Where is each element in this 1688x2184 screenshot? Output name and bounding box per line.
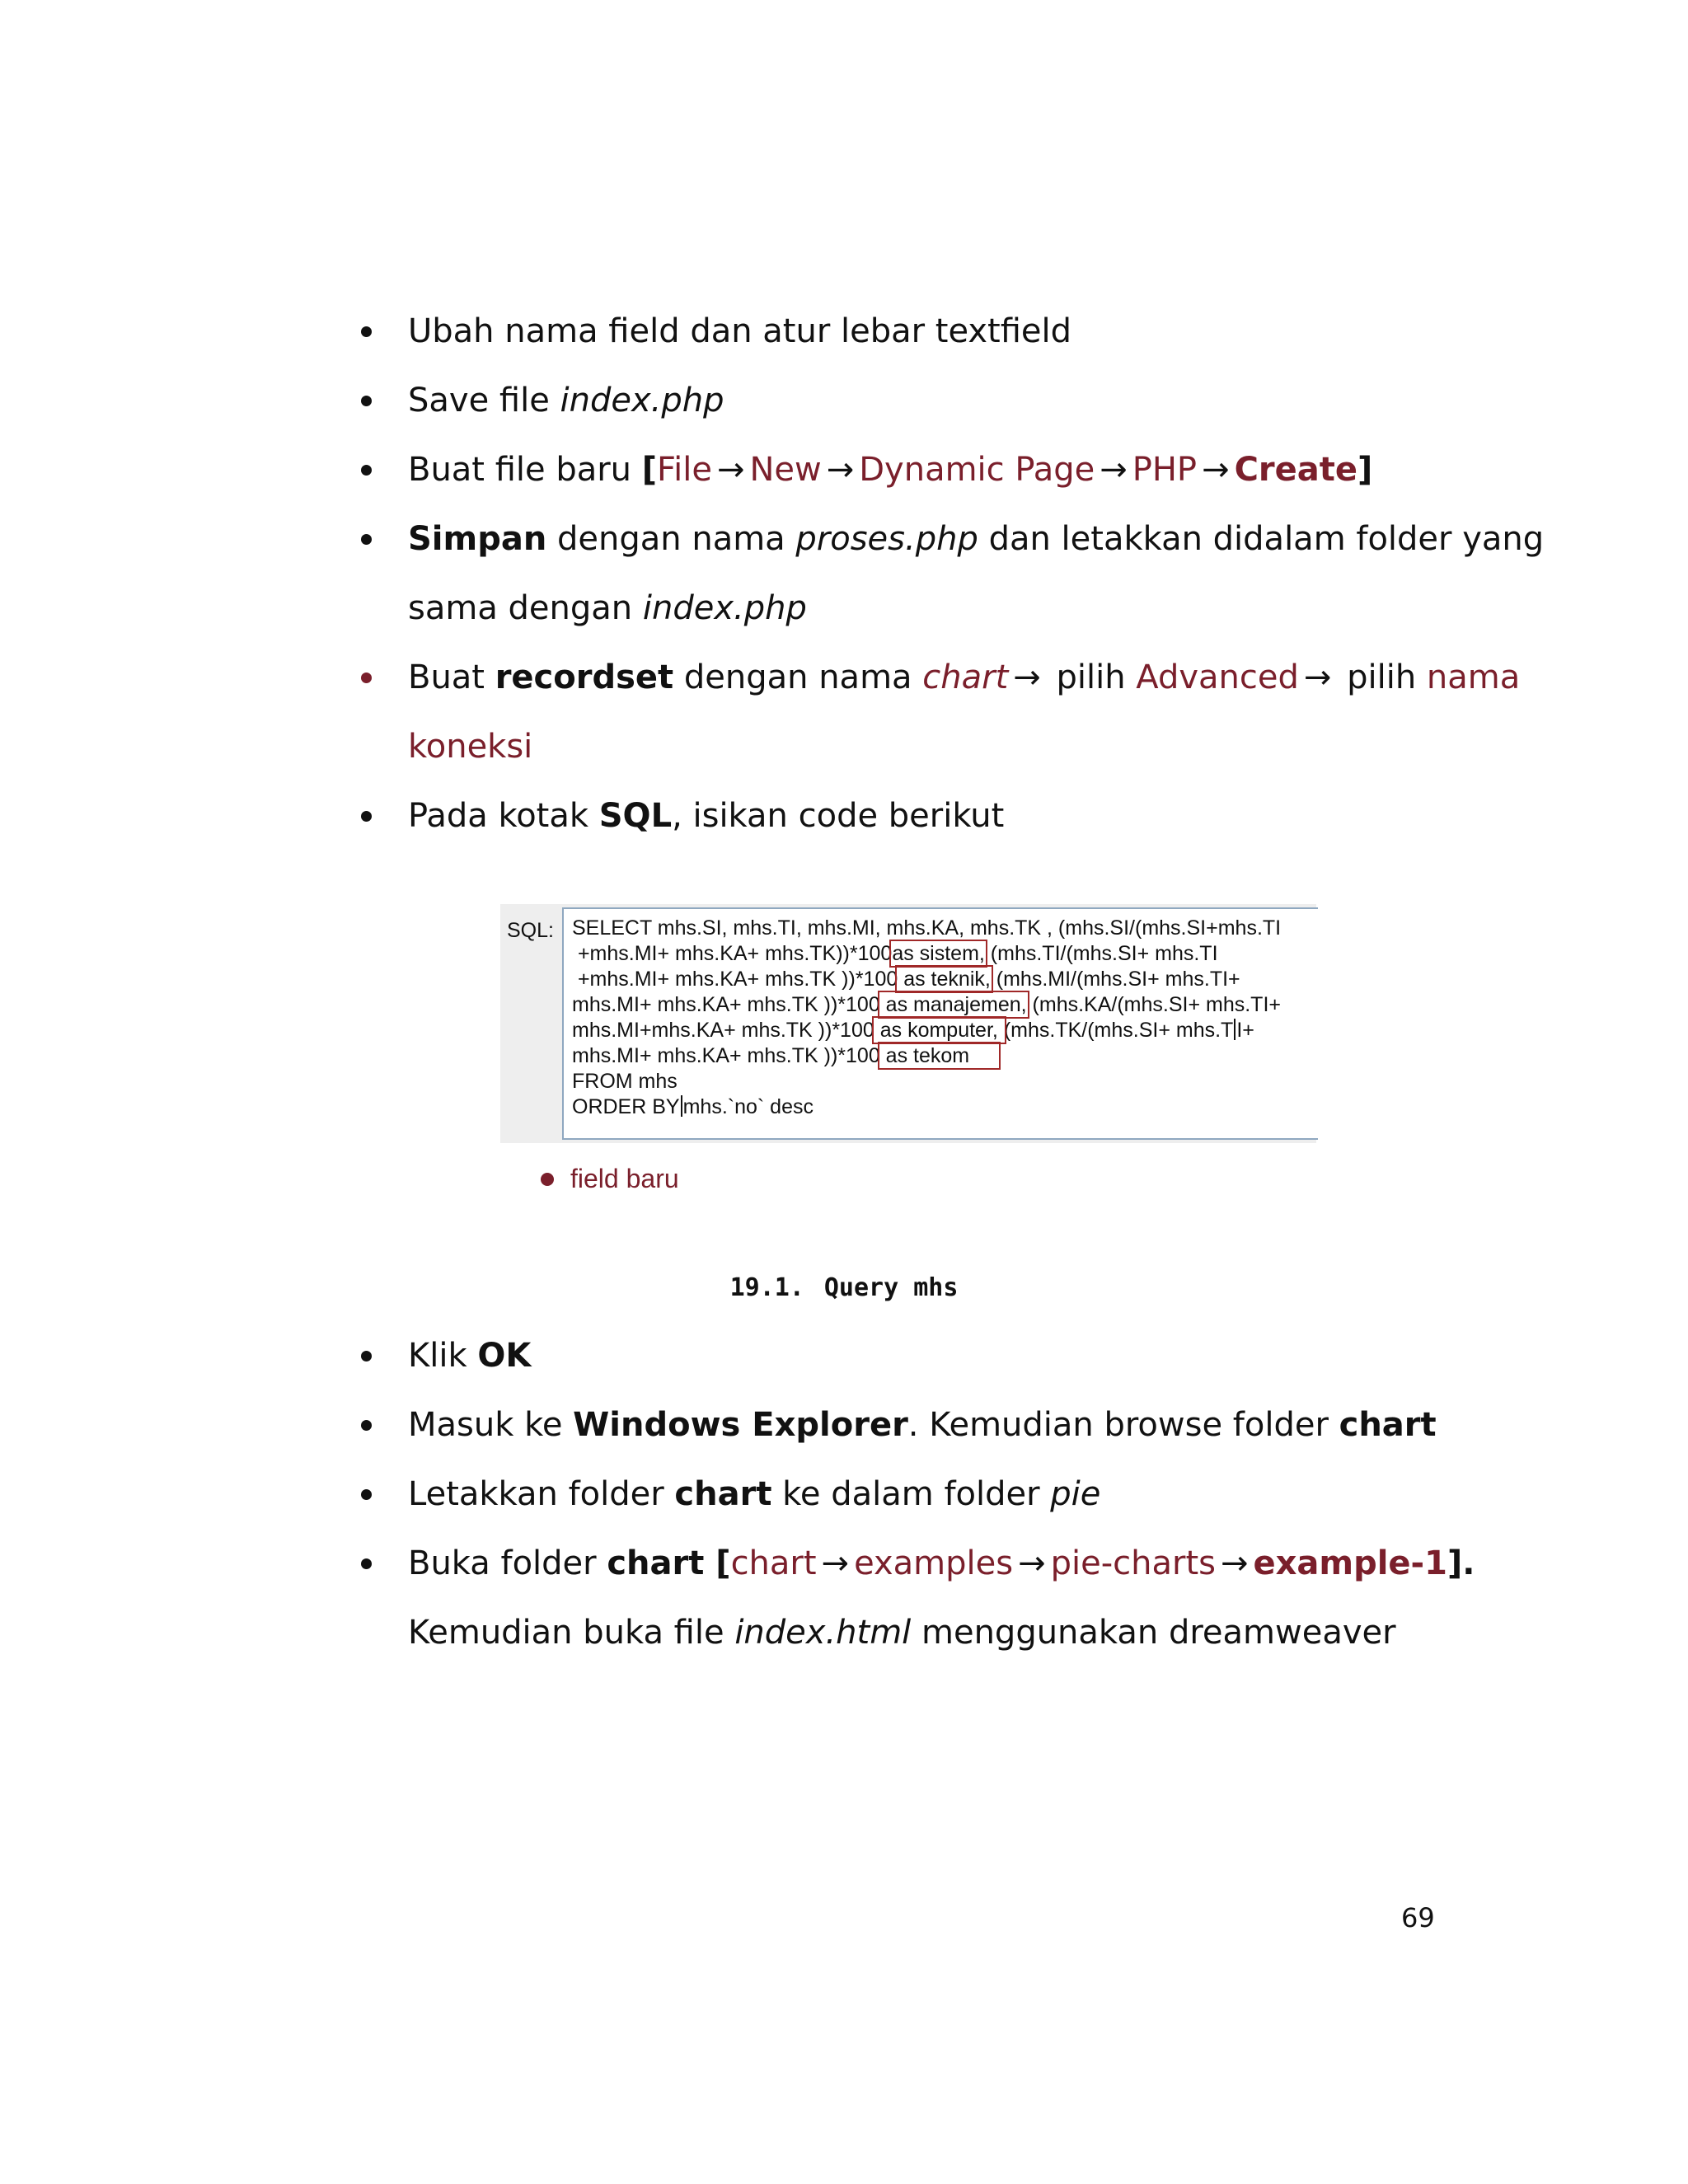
bullet-icon [361, 465, 372, 476]
figure-caption: 19.1. Query mhs [729, 1273, 959, 1302]
menu-path-file: File [657, 451, 712, 489]
arrow-right-icon: → [1018, 1544, 1046, 1582]
list-item: Buat file baru [File → New → Dynamic Page → PHP → Create] [351, 435, 1544, 504]
instruction-list-bottom [351, 1321, 1475, 1667]
recordset-name: chart [922, 658, 1009, 696]
filename: index.html [734, 1614, 912, 1652]
sql-textarea[interactable] [562, 907, 1318, 1140]
list-item: Klik OK [351, 1321, 1475, 1390]
list-item: Letakkan folder chart ke dalam folder pie [351, 1460, 1475, 1529]
sql-label: SQL: [507, 919, 554, 942]
bullet-icon [541, 1173, 554, 1186]
arrow-right-icon: → [1100, 451, 1128, 489]
arrow-right-icon: → [716, 451, 745, 489]
sql-screenshot [500, 904, 1316, 1143]
filename: proses.php [795, 520, 978, 558]
bullet-icon [361, 534, 372, 545]
folder-path-chart: chart [730, 1544, 817, 1582]
folder-path-examples: examples [854, 1544, 1014, 1582]
arrow-right-icon: → [1303, 658, 1332, 696]
bullet-icon [361, 396, 372, 406]
menu-path-new: New [749, 451, 822, 489]
list-item: Pada kotak SQL, isikan code berikut [351, 781, 1544, 851]
menu-path-create: Create [1234, 451, 1358, 489]
page-number: 69 [1401, 1902, 1435, 1933]
arrow-right-icon: → [1202, 451, 1230, 489]
folder-path-pie-charts: pie-charts [1050, 1544, 1216, 1582]
filename: index.php [642, 589, 807, 627]
highlight-box: as sistem, [892, 942, 985, 965]
list-item: Masuk ke Windows Explorer. Kemudian browse folder chart [351, 1390, 1475, 1460]
arrow-right-icon: → [821, 1544, 850, 1582]
list-item: Buat recordset dengan nama chart → pilih Advanced → pilih nama koneksi [351, 643, 1544, 781]
advanced-option: Advanced [1136, 658, 1299, 696]
menu-path-dynamic-page: Dynamic Page [859, 451, 1095, 489]
bullet-icon [361, 1558, 372, 1569]
bullet-icon [361, 326, 372, 337]
arrow-right-icon: → [1220, 1544, 1249, 1582]
list-item: Simpan dengan nama proses.php dan letakkan didalam folder yang sama dengan index.php [351, 504, 1544, 643]
list-item: Save file index.php [351, 366, 1544, 435]
list-item: Buka folder chart [chart → examples → pie-charts → example-1]. Kemudian buka file index.html menggunakan dreamweaver [351, 1529, 1475, 1667]
bullet-icon [361, 1351, 372, 1361]
list-item: Ubah nama field dan atur lebar textfield [351, 297, 1544, 366]
text-cursor [681, 1095, 682, 1117]
annotation-field-baru: field baru [541, 1164, 679, 1194]
highlight-box: as teknik, [898, 968, 991, 991]
highlight-box: as komputer, [874, 1019, 1004, 1042]
bullet-icon [361, 811, 372, 822]
connection-name: koneksi [408, 728, 533, 766]
instruction-list-top [351, 297, 1544, 851]
highlight-box: as tekom [879, 1044, 998, 1067]
bullet-icon [361, 673, 372, 683]
folder-path-example-1: example-1 [1253, 1544, 1447, 1582]
highlight-box: as manajemen, [879, 993, 1027, 1016]
sql-code: SELECT mhs.SI, mhs.TI, mhs.MI, mhs.KA, mhs.TK , (mhs.SI/(mhs.SI+mhs.TI +mhs.MI+ mhs.KA+ mhs.TK))*100as sistem, (mhs.TI/(mhs.SI+ mhs.TI +mhs.MI+ mhs.KA+ mhs.TK ))*100 as teknik, (mhs.MI/(mhs.SI+ mhs.TI+ mhs.MI+ mhs.KA+ mhs.TK ))*100 as manajemen, (mhs.KA/(mhs.SI+ mhs.TI+ mhs.MI+mhs.KA+ mhs.TK ))*100 as komputer, (mhs.TK/(mhs.SI+ mhs.T I+ mhs.MI+ mhs.KA+ mhs.TK ))*100 as tekom FROM mhs ORDER BY mhs.`no` desc [572, 916, 1282, 1118]
filename: index.php [560, 382, 724, 419]
bullet-icon [361, 1489, 372, 1500]
arrow-right-icon: → [1013, 658, 1041, 696]
menu-path-php: PHP [1132, 451, 1198, 489]
bullet-icon [361, 1420, 372, 1431]
arrow-right-icon: → [826, 451, 855, 489]
